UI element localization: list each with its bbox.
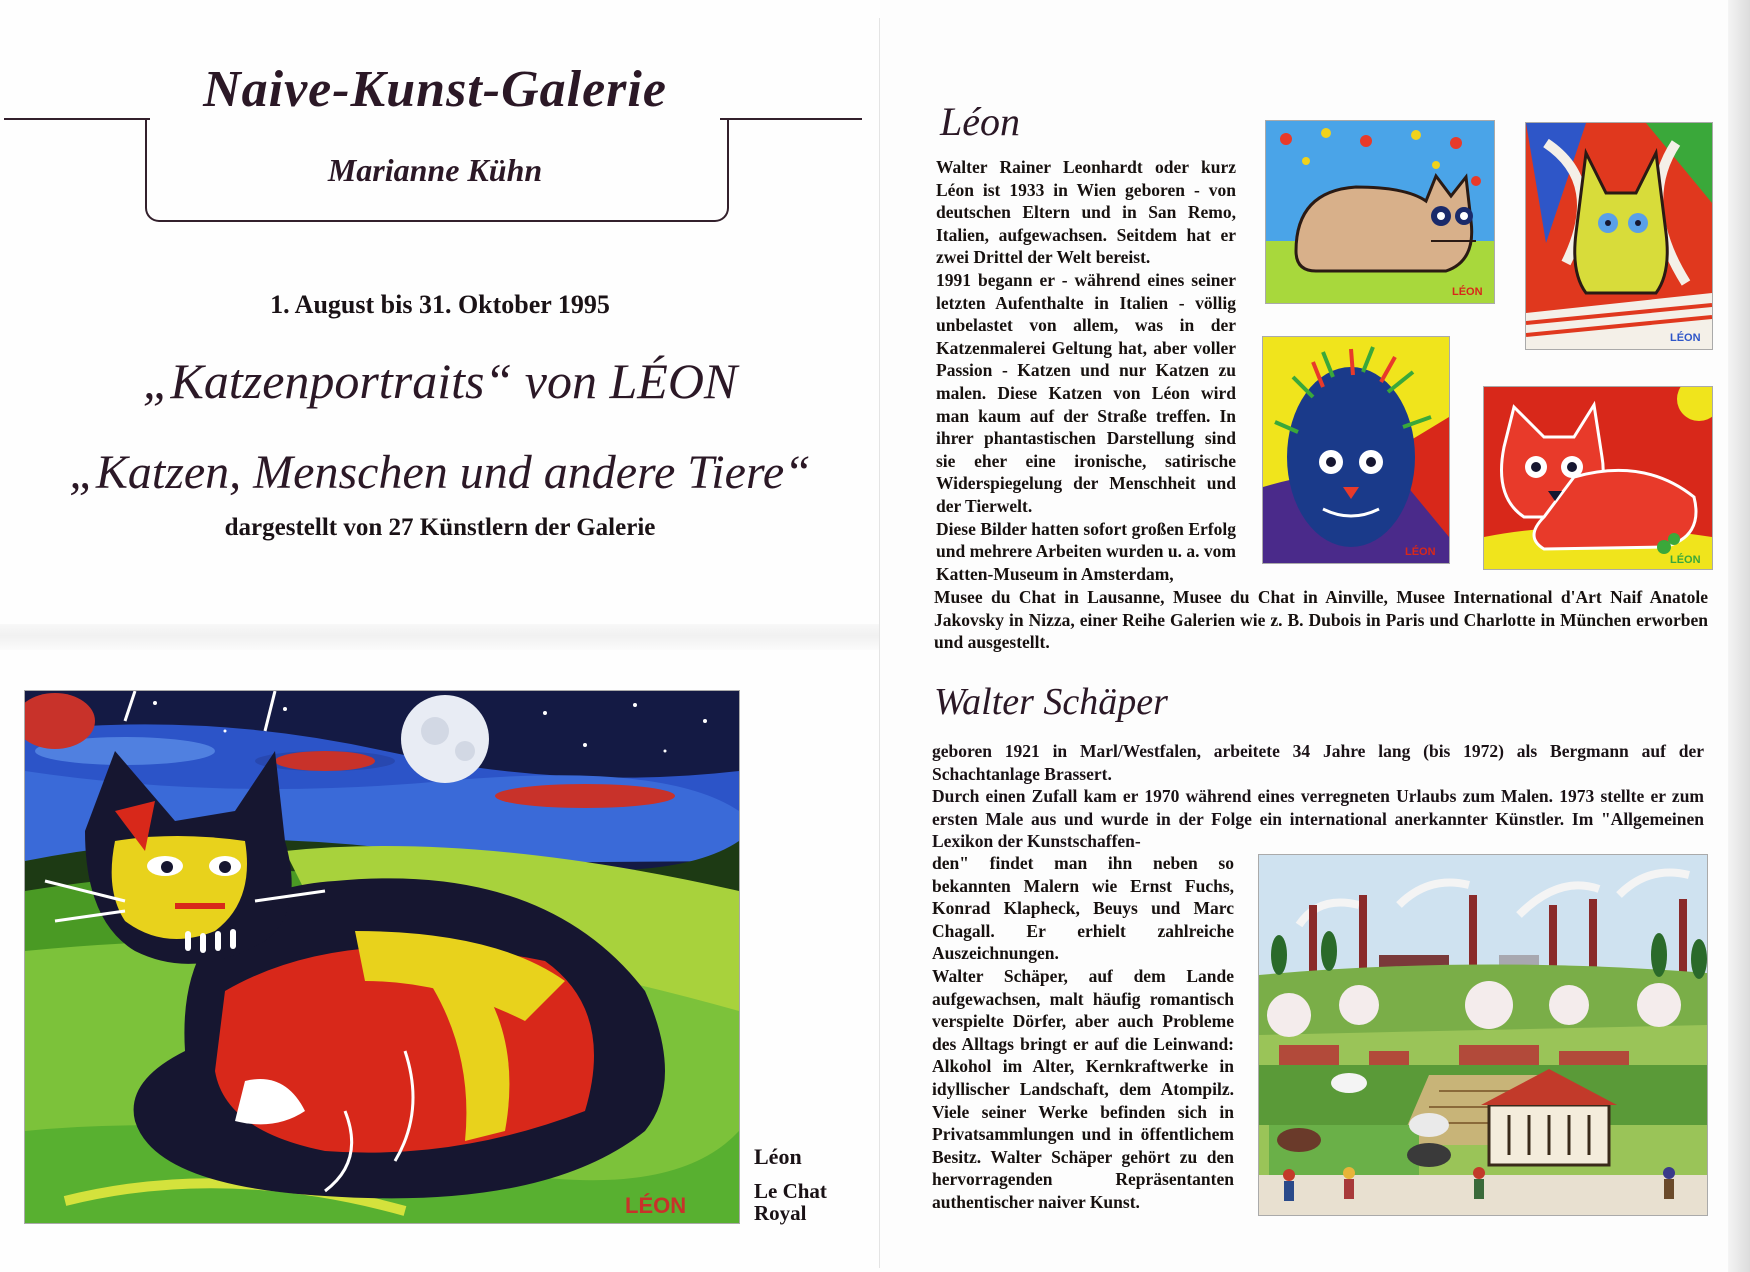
exhibition-title-1: „Katzenportraits“ von LÉON xyxy=(142,353,738,409)
signature-4: LÉON xyxy=(1670,554,1701,566)
fold-band xyxy=(0,624,880,650)
leon-paragraph-1: Walter Rainer Leonhardt oder kurz Léon ist 1933 in Wien geboren - von deutschen Eltern und in San Remo, Italien, aufgewachsen. Seitdem hat er zwei Drittel der Welt bereist. xyxy=(936,157,1236,268)
schaeper-paragraph-2-continued: den" findet man ihn neben so bekannten Malern wie Ernst Fuchs, Konrad Klapheck, Beuys und Marc Chagall. Er erhielt zahlreiche Auszeichnungen. xyxy=(932,853,1234,964)
painting-signature: LÉON xyxy=(625,1193,687,1218)
schaeper-village-painting xyxy=(1258,854,1708,1216)
schaeper-bio-column xyxy=(932,852,1234,1214)
leon-paragraph-3-continued: Musee du Chat in Lausanne, Musee du Chat in Ainville, Musee International d'Art Naif Anatole Jakovsky in Nizza, einer Reihe Galerien wie z. B. Dubois in Paris und Charlotte in München erworben und ausgestellt. xyxy=(934,587,1708,653)
painting-le-chat-royal xyxy=(24,690,740,1224)
leon-bio-column xyxy=(936,156,1236,585)
signature-1: LÉON xyxy=(1452,286,1483,298)
leon-heading: Léon xyxy=(940,99,1020,144)
exhibition-subtitle: dargestellt von 27 Künstlern der Galerie xyxy=(224,514,656,541)
leon-paragraph-2: 1991 begann er - während eines seiner letzten Aufenthalte in Italien - völlig unbelastet von allem, was in der Katzenmalerei Geltung hat, aber voller Passion - Katzen und nur Katzen zu malen. Diese Katzen von Léon wird man kaum auf der Straße treffen. In ihrer phantastischen Darstellung sind sie eher eine ironische, satirische Widerspiegelung der Menschheit und der Tierwelt. xyxy=(936,269,1236,516)
header-rule-left xyxy=(4,118,150,120)
signature-3: LÉON xyxy=(1405,546,1436,558)
schaeper-paragraph-1: geboren 1921 in Marl/Westfalen, arbeitete 34 Jahre lang (bis 1972) als Bergmann auf der Schachtanlage Brassert. xyxy=(932,741,1704,784)
signature-2: LÉON xyxy=(1670,332,1701,344)
caption-artist: Léon xyxy=(754,1144,802,1169)
page-edge-shadow xyxy=(1728,0,1750,1272)
painting-caption xyxy=(754,1146,827,1224)
schaeper-heading: Walter Schäper xyxy=(934,681,1168,723)
gallery-name: Naive-Kunst-Galerie xyxy=(150,60,720,119)
leon-painting-red-cat xyxy=(1483,386,1713,570)
leon-painting-yellow-cat xyxy=(1525,122,1713,350)
leon-painting-siamese xyxy=(1265,120,1495,304)
gallery-owner: Marianne Kühn xyxy=(327,152,543,188)
header-rule-right xyxy=(720,118,862,120)
schaeper-bio-wide xyxy=(932,740,1704,853)
schaeper-paragraph-3: Walter Schäper, auf dem Lande aufgewachsen, malt häufig romantisch verspielte Dörfer, aber auch Probleme des Alltags bringt er auf die Leinwand: Alkohol im Alter, Kernkraftwerke in idyllischer Landschaft, dem Atompilz. Viele seiner Werke befinden sich in Privatsammlungen und in öffentlichem Besitz. Walter Schäper gehört zu den hervorragenden Repräsentanten authentischer naiver Kunst. xyxy=(932,965,1234,1212)
leon-bio-wide xyxy=(934,586,1708,654)
schaeper-paragraph-2: Durch einen Zufall kam er 1970 während eines verregneten Urlaubs zum Malen. 1973 stellte er zum ersten Male aus und wurde in der Folge ein international anerkannter Künstler. Im "Allgemeinen Lexikon der Kunstschaffen- xyxy=(932,786,1704,852)
caption-work-line2: Royal xyxy=(754,1201,807,1225)
caption-work-line1: Le Chat xyxy=(754,1179,827,1203)
leon-paragraph-3: Diese Bilder hatten sofort großen Erfolg und mehrere Arbeiten wurden u. a. vom Katten-Museum in Amsterdam, xyxy=(936,518,1236,584)
leon-painting-spiky-cat xyxy=(1262,336,1450,564)
exhibition-title-2: „Katzen, Menschen und andere Tiere“ xyxy=(69,446,811,499)
exhibition-dates: 1. August bis 31. Oktober 1995 xyxy=(270,290,610,319)
